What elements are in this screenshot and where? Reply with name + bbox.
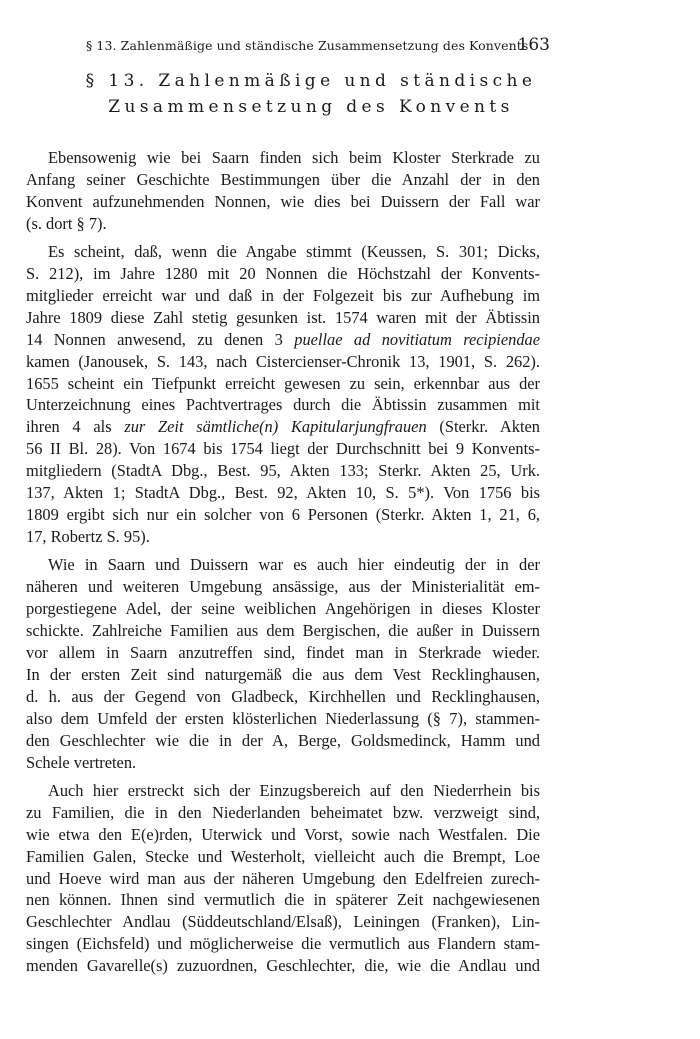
- text-line: menden Gavarelle(s) zuzuordnen, Geschlechter, die, wie die Andlau und: [26, 956, 540, 976]
- text-line: Jahre 1809 diese Zahl stetig gesunken ist. 1574 waren mit der Äbtissin: [26, 307, 540, 327]
- paragraph-3: [26, 554, 540, 774]
- text-line: wie etwa den E(e)rden, Uterwick und Vorst, sowie nach Westfalen. Die: [26, 824, 540, 844]
- text-line: Wie in Saarn und Duissern war es auch hier eindeutig der in der: [48, 555, 540, 575]
- italic-phrase: zur Zeit sämtliche(n) Kapitularjungfrauen: [124, 417, 427, 437]
- section-heading-line-2: Zusammensetzung des Konvents: [108, 97, 514, 117]
- text-line: näheren und weiteren Umgebung ansässige, aus der Ministerialität em-: [26, 577, 540, 597]
- text-line: zu Familien, die in den Niederlanden beheimatet bzw. verzweigt sind,: [26, 802, 540, 822]
- italic-phrase: puellae ad novitiatum recipiendae: [294, 329, 540, 349]
- text-line: singen (Eichsfeld) und möglicherweise die vermutlich aus Flandern stam-: [26, 934, 540, 954]
- text-line: also dem Umfeld der ersten klösterlichen Niederlassung (§ 7), stammen-: [26, 708, 540, 728]
- text-line: Schele vertreten.: [26, 752, 137, 772]
- text-line: 14 Nonnen anwesend, zu denen 3 puellae ad novitiatum recipiendae: [26, 329, 540, 349]
- text-line: 137, Akten 1; StadtA Dbg., Best. 92, Akten 10, S. 5*). Von 1756 bis: [26, 483, 540, 503]
- text-line: Es scheint, daß, wenn die Angabe stimmt (Keussen, S. 301; Dicks,: [48, 241, 540, 261]
- text-line: und Hoeve wird man aus der näheren Umgebung den Edelfreien zurech-: [26, 868, 540, 888]
- text-line: Unterzeichnung eines Pachtvertrages durch die Äbtissin zusammen mit: [26, 395, 540, 415]
- section-heading-line-1: § 13. Zahlenmäßige und ständische: [85, 71, 537, 91]
- text-line: Konvent aufzunehmenden Nonnen, wie dies bei Duissern der Fall war: [26, 191, 540, 211]
- text-line: mitgliedern (StadtA Dbg., Best. 95, Akten 133; Sterkr. Akten 25, Urk.: [26, 461, 540, 481]
- text-line: 1809 ergibt sich nur ein solcher von 6 Personen (Sterkr. Akten 1, 21, 6,: [26, 505, 540, 525]
- text-line: Familien Galen, Stecke und Westerholt, vielleicht auch die Brempt, Loe: [26, 846, 540, 866]
- text-line: d. h. aus der Gegend von Gladbeck, Kirchhellen und Recklinghausen,: [26, 686, 540, 706]
- text-line: S. 212), im Jahre 1280 mit 20 Nonnen die Höchstzahl der Konvents-: [26, 263, 540, 283]
- text-line: Auch hier erstreckt sich der Einzugsbereich auf den Niederrhein bis: [48, 780, 540, 800]
- text-line: ihren 4 als zur Zeit sämtliche(n) Kapitularjungfrauen (Sterkr. Akten: [26, 417, 540, 437]
- section-heading: [26, 68, 596, 120]
- paragraph-1: [26, 147, 540, 235]
- page-number: 163: [517, 35, 550, 55]
- text-line: nen können. Ihnen sind vermutlich die in späterer Zeit nachgewiesenen: [26, 890, 540, 910]
- text-line: Anfang seiner Geschichte Bestimmungen über die Anzahl der in den: [26, 169, 540, 189]
- body-text: [26, 147, 540, 983]
- text-line: 1655 scheint ein Tiefpunkt erreicht gewesen zu sein, erkennbar aus der: [26, 373, 540, 393]
- text-line: mitglieder erreicht war und daß in der Folgezeit bis zur Aufhebung im: [26, 285, 540, 305]
- text-line: den Geschlechter wie die in der A, Berge, Goldsmedinck, Hamm und: [26, 730, 540, 750]
- running-head: § 13. Zahlenmäßige und ständische Zusammensetzung des Konvents: [86, 38, 529, 53]
- paragraph-2: [26, 241, 540, 548]
- text-line: porgestiegene Adel, der seine weiblichen Angehörigen in dieses Kloster: [26, 599, 540, 619]
- text-line: kamen (Janousek, S. 143, nach Cistercienser-Chronik 13, 1901, S. 262).: [26, 351, 540, 371]
- text-line: 56 II Bl. 28). Von 1674 bis 1754 liegt der Durchschnitt bei 9 Konvents-: [26, 439, 540, 459]
- text-line: vor allem in Saarn anzutreffen sind, findet man in Sterkrade wieder.: [26, 642, 540, 662]
- text-line: Ebensowenig wie bei Saarn finden sich beim Kloster Sterkrade zu: [48, 148, 540, 167]
- paragraph-4: [26, 780, 540, 978]
- text-line: (s. dort § 7).: [26, 213, 107, 233]
- text-line: 17, Robertz S. 95).: [26, 527, 150, 547]
- text-line: Geschlechter Andlau (Süddeutschland/Elsaß), Leiningen (Franken), Lin-: [26, 912, 540, 932]
- text-line: schickte. Zahlreiche Familien aus dem Bergischen, die außer in Duissern: [26, 621, 540, 641]
- text-line: In der ersten Zeit sind naturgemäß die aus dem Vest Recklinghausen,: [26, 664, 540, 684]
